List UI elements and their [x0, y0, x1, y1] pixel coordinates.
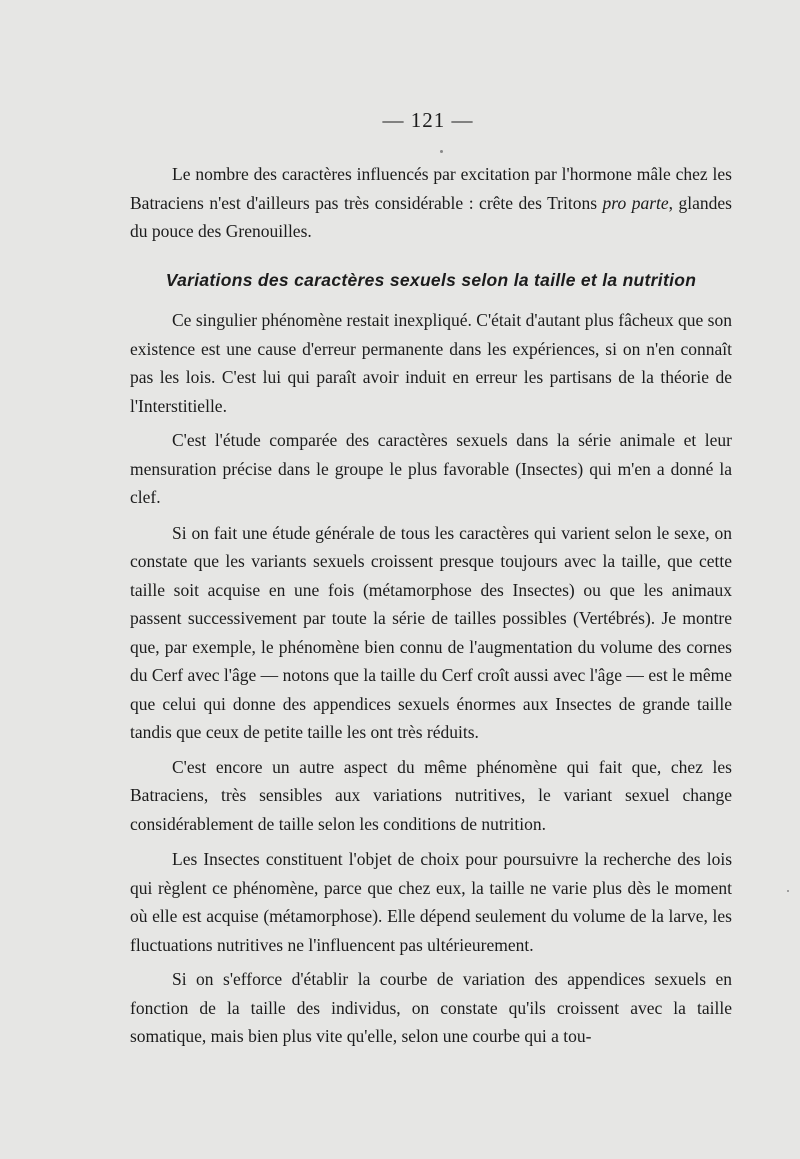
paragraph-1-italic: pro parte — [602, 192, 669, 213]
paragraph-1-start: Le nombre des caractères influencés par excitation par l'hormone mâle chez les Batraciens n'est d'ailleurs pas très considérable : crête des Tritons — [130, 164, 732, 213]
paragraph-7: Si on s'efforce d'établir la courbe de variation des appendices sexuels en fonction de la taille des individus, on constate qu'ils croissent avec la taille somatique, mais bien plus vite qu'elle, selon une courbe qui a tou- — [130, 969, 732, 1046]
paragraph-3: C'est l'étude comparée des caractères sexuels dans la série animale et leur mensuration précise dans le groupe le plus favorable (Insectes) qui m'en a donné la clef. — [130, 430, 732, 507]
paragraph-1-end: , glandes du pouce des Grenouilles. — [130, 192, 732, 241]
paper-speck — [440, 150, 443, 153]
page-number-text: — 121 — — [382, 108, 474, 132]
page-number — [0, 108, 800, 133]
body-text — [130, 160, 732, 1051]
section-heading: Variations des caractères sexuels selon la taille et la nutrition — [165, 269, 697, 290]
paragraph-5: C'est encore un autre aspect du même phénomène qui fait que, chez les Batraciens, très sensibles aux variations nutritives, le variant sexuel change considérablement de taille selon les conditions de nutrition. — [130, 756, 732, 834]
paragraph-1 — [130, 160, 732, 246]
paragraph-6: Les Insectes constituent l'objet de choix pour poursuivre la recherche des lois qui règlent ce phénomène, parce que chez eux, la taille ne varie plus dès le moment où elle est acquise (métamorphose). Elle dépend seulement du volume de la larve, les fluctuations nutritives ne l'influencent pas ultérieurement. — [130, 849, 732, 955]
paper-speck — [787, 890, 789, 892]
paragraph-4: Si on fait une étude générale de tous les caractères qui varient selon le sexe, on constate que les variants sexuels croissent presque toujours avec la taille, que cette taille soit acquise en une fois (métamorphose des Insectes) ou que les animaux passent successivement par toute la série de tailles possibles (Vertébrés). Je montre que, par exemple, le phénomène bien connu de l'augmentation du volume des cornes du Cerf avec l'âge — notons que la taille du Cerf croît aussi avec l'âge — est le même que celui qui donne des appendices sexuels énormes aux Insectes de grande taille tandis que ceux de petite taille les ont très réduits. — [130, 522, 732, 742]
paragraph-2: Ce singulier phénomène restait inexpliqué. C'était d'autant plus fâcheux que son existence est une cause d'erreur permanente dans les expériences, si on n'en connaît pas les lois. C'est lui qui paraît avoir induit en erreur les partisans de la théorie de l'Interstitielle. — [130, 310, 732, 416]
